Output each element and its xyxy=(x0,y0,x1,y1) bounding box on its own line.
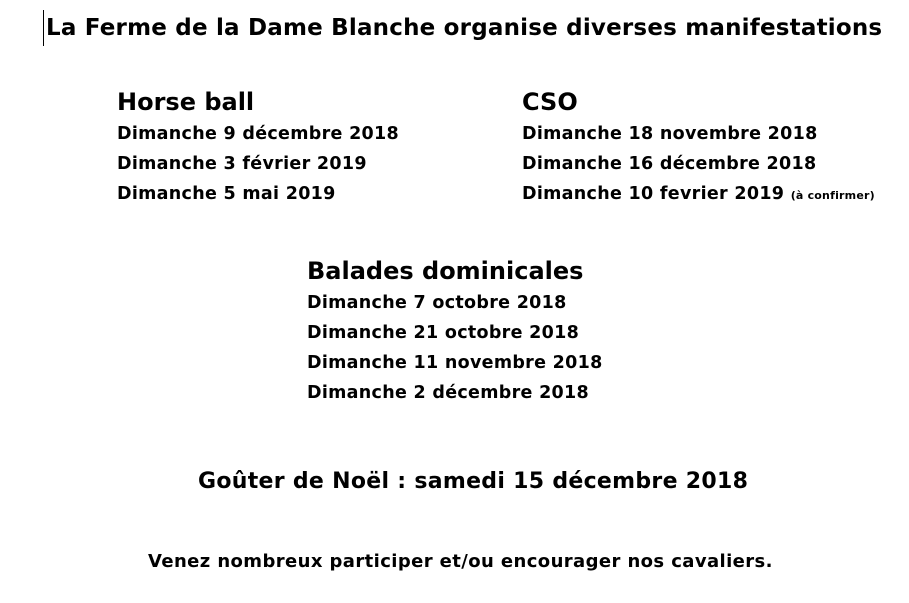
confirmation-note: (à confirmer) xyxy=(790,189,875,202)
christmas-snack-announcement: Goûter de Noël : samedi 15 décembre 2018 xyxy=(198,469,749,494)
date-list xyxy=(522,119,875,211)
date-item: Dimanche 16 décembre 2018 xyxy=(522,154,817,174)
section-title: CSO xyxy=(522,88,578,116)
date-item: Dimanche 18 novembre 2018 xyxy=(522,124,818,144)
date-item: Dimanche 21 octobre 2018 xyxy=(307,323,580,343)
date-item: Dimanche 2 décembre 2018 xyxy=(307,383,589,403)
section-cso xyxy=(522,87,875,211)
date-list xyxy=(117,119,399,209)
date-item: Dimanche 9 décembre 2018 xyxy=(117,124,399,144)
footer-message: Venez nombreux participer et/ou encourager nos cavaliers. xyxy=(148,551,773,572)
section-horse-ball xyxy=(117,87,399,209)
date-text: Dimanche 10 fevrier 2019 xyxy=(522,184,785,204)
date-item xyxy=(522,179,875,211)
date-list xyxy=(307,288,603,408)
text-cursor xyxy=(43,10,44,46)
date-item: Dimanche 11 novembre 2018 xyxy=(307,353,603,373)
date-item: Dimanche 3 février 2019 xyxy=(117,154,367,174)
date-item: Dimanche 7 octobre 2018 xyxy=(307,293,567,313)
section-title: Horse ball xyxy=(117,88,255,116)
section-title: Balades dominicales xyxy=(307,257,584,285)
page-title: La Ferme de la Dame Blanche organise diverses manifestations xyxy=(46,15,883,41)
date-item: Dimanche 5 mai 2019 xyxy=(117,184,336,204)
section-balades-dominicales xyxy=(307,256,603,408)
